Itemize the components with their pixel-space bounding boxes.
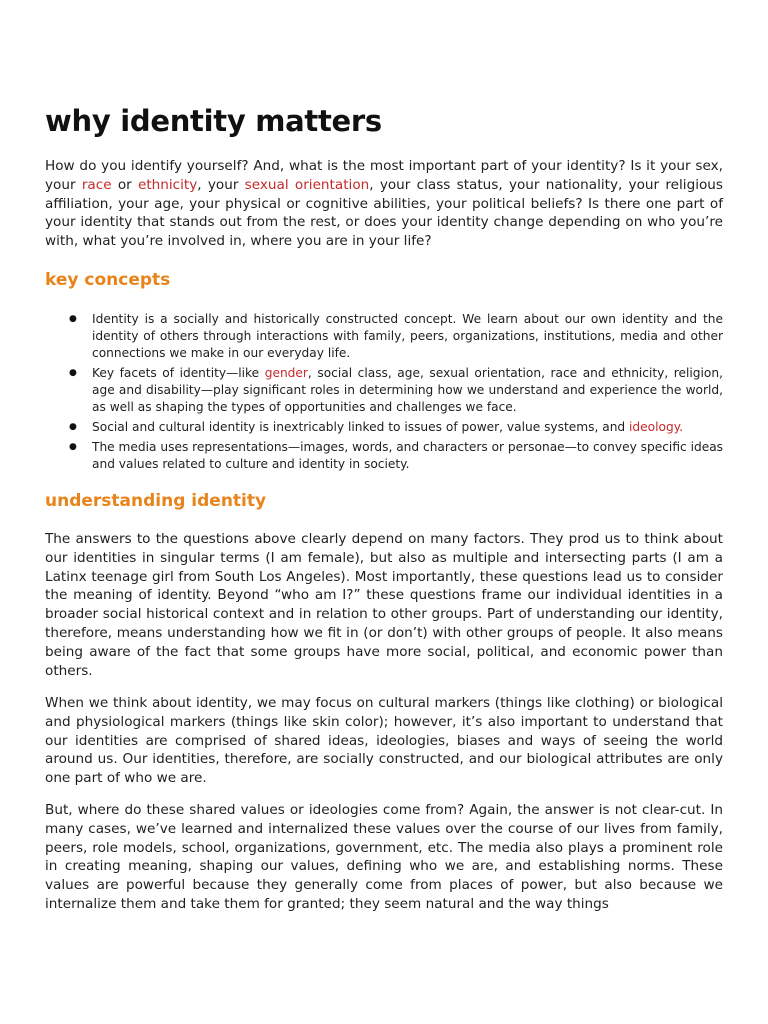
sexual-orientation-link[interactable]: sexual orientation (244, 176, 370, 193)
ethnicity-link[interactable]: ethnicity (137, 176, 198, 193)
intro-paragraph (45, 157, 723, 251)
list-item (45, 365, 723, 416)
understanding-paragraph-3: But, where do these shared values or ideologies come from? Again, the answer is not clear-cut. In many cases, we’ve learned and internalized these values over the course of our lives from family, peers, role models, school, organizations, government, etc. The media also plays a prominent role in creating meaning, shaping our values, defining who we are, and establishing norms. These values are powerful because they generally come from places of power, but also because we internalize them and take them for granted; they seem natural and the way things (45, 802, 723, 912)
page-title: why identity matters (45, 104, 382, 138)
key-concepts-list (45, 311, 723, 476)
understanding-identity-heading: understanding identity (45, 491, 267, 511)
concept-3-text-2: . (679, 420, 684, 434)
understanding-paragraph-1: The answers to the questions above clearly depend on many factors. They prod us to think about our identities in singular terms (I am female), but also as multiple and intersecting parts (I am a Latinx teenage girl from South Los Angeles). Most importantly, these questions lead us to consider the meaning of identity. Beyond “who am I?” these questions frame our individual identities in a broader social historical context and in relation to other groups. Part of understanding our identity, therefore, means understanding how we fit in (or don’t) with other groups of people. It also means being aware of the fact that some groups have more social, political, and economic power than others. (45, 531, 723, 679)
list-item (45, 419, 723, 436)
concept-1-text: Identity is a socially and historically constructed concept. We learn about our own identity and the identity of others through interactions with family, peers, organizations, institutions, media and other connections we make in our everyday life. (92, 312, 723, 360)
list-item (45, 439, 723, 473)
ideology-link[interactable]: ideology (629, 420, 680, 434)
concept-2-text-1: Key facets of identity—like (92, 366, 265, 380)
intro-text-4: , your class status, your nationality, your religious affiliation, your age, your physical or cognitive abilities, your political beliefs? Is there one part of your identity that stands out from the rest, or does your identity change depending on who you’re with, what you’re involved in, where you are in your life? (45, 176, 723, 250)
concept-2-text-2: , social class, age, sexual orientation, race and ethnicity, religion, age and disability—play significant roles in determining how we understand and experience the world, as well as shaping the types of opportunities and challenges we face. (92, 366, 723, 414)
concept-4-text: The media uses representations—images, words, and characters or personae—to convey specific ideas and values related to culture and identity in society. (92, 440, 724, 471)
intro-text-3: , your (197, 176, 245, 193)
race-link[interactable]: race (81, 176, 112, 193)
gender-link[interactable]: gender (264, 366, 308, 380)
understanding-paragraph-2: When we think about identity, we may focus on cultural markers (things like clothing) or biological and physiological markers (things like skin color); however, it’s also important to understand that our identities are comprised of shared ideas, ideologies, biases and ways of seeing the world around us. Our identities, therefore, are socially constructed, and our biological attributes are only one part of who we are. (45, 695, 723, 787)
intro-text-1: How do you identify yourself? And, what is the most important part of your identity? Is it your sex, your (45, 158, 723, 193)
list-item (45, 311, 723, 362)
intro-text-2: or (111, 176, 138, 193)
concept-3-text-1: Social and cultural identity is inextricably linked to issues of power, value systems, and (92, 420, 630, 434)
key-concepts-heading: key concepts (45, 270, 171, 290)
